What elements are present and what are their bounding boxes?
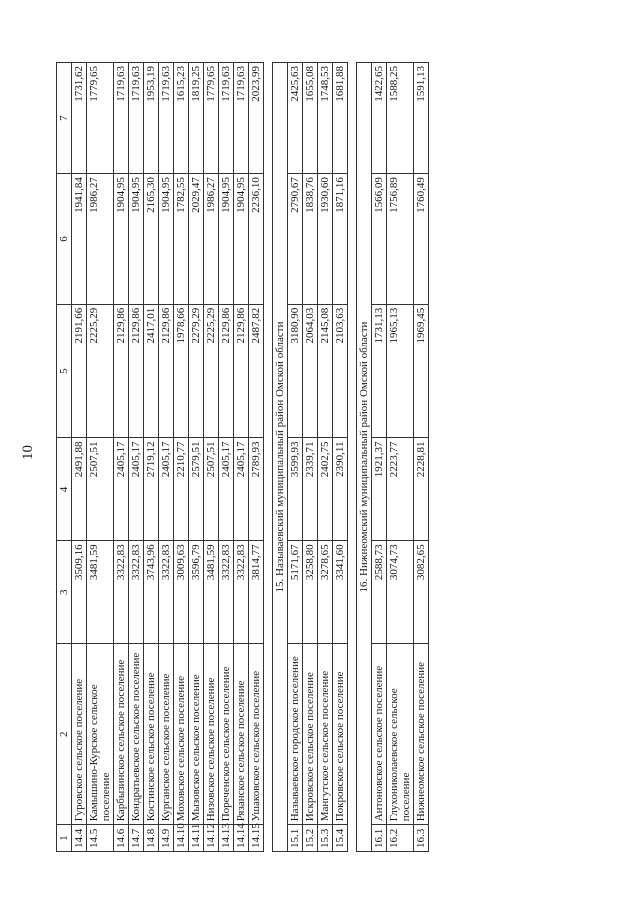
value-cell: 2405,17 [234, 438, 249, 541]
settlement-name: Ушаковское сельское поселение [249, 644, 264, 825]
value-cell: 3082,65 [414, 541, 429, 644]
settlement-name: Покровское сельское поселение [333, 644, 348, 825]
value-cell: 2129,86 [219, 304, 234, 438]
value-cell: 3322,83 [129, 541, 144, 644]
value-cell: 1871,16 [333, 174, 348, 305]
value-cell: 5171,67 [288, 541, 303, 644]
value-cell: 1978,66 [174, 304, 189, 438]
spacer-row [348, 63, 357, 852]
value-cell: 1719,63 [114, 63, 129, 174]
value-cell: 2129,86 [159, 304, 174, 438]
value-cell: 3322,83 [159, 541, 174, 644]
value-cell: 1904,95 [129, 174, 144, 305]
settlement-name: Кондратьевское сельское поселение [129, 644, 144, 825]
value-cell: 1965,13 [387, 304, 414, 438]
value-cell: 2507,51 [204, 438, 219, 541]
value-cell: 2789,93 [249, 438, 264, 541]
value-cell: 1731,62 [72, 63, 87, 174]
value-cell: 1566,09 [372, 174, 387, 305]
value-cell: 2064,03 [303, 304, 318, 438]
section-row [357, 63, 372, 852]
header-row [57, 63, 72, 852]
row-index: 14.7 [129, 825, 144, 852]
value-cell: 2225,29 [87, 304, 114, 438]
value-cell: 3481,59 [204, 541, 219, 644]
value-cell: 2023,99 [249, 63, 264, 174]
table-row [114, 63, 129, 852]
table-row [414, 63, 429, 852]
table-body [57, 63, 429, 852]
row-index: 14.15 [249, 825, 264, 852]
section-row [273, 63, 288, 852]
value-cell: 2210,77 [174, 438, 189, 541]
table-row [303, 63, 318, 852]
row-index: 14.9 [159, 825, 174, 852]
value-cell: 1921,37 [372, 438, 387, 541]
settlement-name: Карбызинское сельское поселение [114, 644, 129, 825]
value-cell: 1986,27 [204, 174, 219, 305]
value-cell: 2223,77 [387, 438, 414, 541]
header-cell: 3 [57, 541, 72, 644]
value-cell: 1655,08 [303, 63, 318, 174]
value-cell: 3009,63 [174, 541, 189, 644]
value-cell: 1904,95 [159, 174, 174, 305]
row-index: 15.1 [288, 825, 303, 852]
row-index: 15.3 [318, 825, 333, 852]
value-cell: 1779,65 [204, 63, 219, 174]
value-cell: 3322,83 [219, 541, 234, 644]
value-cell: 3278,65 [318, 541, 333, 644]
spacer-cell [348, 63, 357, 852]
settlement-name: Мангутское сельское поселение [318, 644, 333, 825]
value-cell: 2225,29 [204, 304, 219, 438]
value-cell: 1760,49 [414, 174, 429, 305]
table-row [87, 63, 114, 852]
value-cell: 1904,95 [219, 174, 234, 305]
value-cell: 2129,86 [129, 304, 144, 438]
value-cell: 3509,16 [72, 541, 87, 644]
row-index: 16.1 [372, 825, 387, 852]
settlement-name: Антоновское сельское поселение [372, 644, 387, 825]
value-cell: 1941,84 [72, 174, 87, 305]
value-cell: 2790,67 [288, 174, 303, 305]
table-row [333, 63, 348, 852]
value-cell: 3258,80 [303, 541, 318, 644]
settlement-name: Называевское городское поселение [288, 644, 303, 825]
value-cell: 1819,25 [189, 63, 204, 174]
value-cell: 1756,89 [387, 174, 414, 305]
value-cell: 3599,93 [288, 438, 303, 541]
settlement-name: Искровское сельское поселение [303, 644, 318, 825]
value-cell: 2129,86 [114, 304, 129, 438]
value-cell: 2425,63 [288, 63, 303, 174]
settlement-name: Пореченское сельское поселение [219, 644, 234, 825]
value-cell: 1681,88 [333, 63, 348, 174]
row-index: 14.8 [144, 825, 159, 852]
table-row [189, 63, 204, 852]
value-cell: 1719,63 [219, 63, 234, 174]
value-cell: 1904,95 [234, 174, 249, 305]
value-cell: 2165,30 [144, 174, 159, 305]
value-cell: 3322,83 [234, 541, 249, 644]
value-cell: 2405,17 [129, 438, 144, 541]
value-cell: 2339,71 [303, 438, 318, 541]
spacer-cell [264, 63, 273, 852]
table-row [72, 63, 87, 852]
value-cell: 2402,75 [318, 438, 333, 541]
value-cell: 2491,88 [72, 438, 87, 541]
value-cell: 3180,90 [288, 304, 303, 438]
settlement-name: Мызовское сельское поселение [189, 644, 204, 825]
table-row [204, 63, 219, 852]
value-cell: 3743,96 [144, 541, 159, 644]
row-index: 16.2 [387, 825, 414, 852]
table-row [129, 63, 144, 852]
spacer-row [264, 63, 273, 852]
settlement-name: Глухониколаевское сельское поселение [387, 644, 414, 825]
value-cell: 3481,59 [87, 541, 114, 644]
value-cell: 2191,66 [72, 304, 87, 438]
table-row [249, 63, 264, 852]
header-cell: 5 [57, 304, 72, 438]
header-cell: 2 [57, 644, 72, 825]
value-cell: 2129,86 [234, 304, 249, 438]
row-index: 14.12 [204, 825, 219, 852]
value-cell: 2103,63 [333, 304, 348, 438]
value-cell: 3596,79 [189, 541, 204, 644]
value-cell: 2279,29 [189, 304, 204, 438]
settlement-name: Гуровское сельское поселение [72, 644, 87, 825]
table-row [174, 63, 189, 852]
row-index: 14.14 [234, 825, 249, 852]
value-cell: 2588,73 [372, 541, 387, 644]
value-cell: 1588,25 [387, 63, 414, 174]
value-cell: 1986,27 [87, 174, 114, 305]
row-index: 16.3 [414, 825, 429, 852]
row-index: 15.2 [303, 825, 318, 852]
row-index: 14.4 [72, 825, 87, 852]
value-cell: 2579,51 [189, 438, 204, 541]
settlement-name: Камышино-Курское сельское поселение [87, 644, 114, 825]
table-row [159, 63, 174, 852]
value-cell: 3322,83 [114, 541, 129, 644]
settlement-name: Рязанское сельское поселение [234, 644, 249, 825]
table-row [318, 63, 333, 852]
value-cell: 1969,45 [414, 304, 429, 438]
header-cell: 6 [57, 174, 72, 305]
settlement-name: Курганское сельское поселение [159, 644, 174, 825]
value-cell: 2145,08 [318, 304, 333, 438]
value-cell: 1422,65 [372, 63, 387, 174]
value-cell: 1731,13 [372, 304, 387, 438]
settlement-name: Нижнеомское сельское поселение [414, 644, 429, 825]
value-cell: 2719,12 [144, 438, 159, 541]
table-row [288, 63, 303, 852]
settlement-name: Низовское сельское поселение [204, 644, 219, 825]
tariff-table [56, 62, 429, 852]
value-cell: 1719,63 [159, 63, 174, 174]
value-cell: 2228,81 [414, 438, 429, 541]
value-cell: 2487,82 [249, 304, 264, 438]
value-cell: 2405,17 [114, 438, 129, 541]
table-row [219, 63, 234, 852]
value-cell: 3074,73 [387, 541, 414, 644]
value-cell: 3341,60 [333, 541, 348, 644]
settlement-name: Моховское сельское поселение [174, 644, 189, 825]
value-cell: 1748,53 [318, 63, 333, 174]
value-cell: 1930,60 [318, 174, 333, 305]
table-row [387, 63, 414, 852]
table-row [234, 63, 249, 852]
value-cell: 1904,95 [114, 174, 129, 305]
value-cell: 2507,51 [87, 438, 114, 541]
page-number: 10 [20, 445, 36, 460]
value-cell: 1615,23 [174, 63, 189, 174]
header-cell: 1 [57, 825, 72, 852]
row-index: 14.13 [219, 825, 234, 852]
value-cell: 2390,11 [333, 438, 348, 541]
row-index: 14.10 [174, 825, 189, 852]
row-index: 15.4 [333, 825, 348, 852]
row-index: 14.5 [87, 825, 114, 852]
table-row [372, 63, 387, 852]
value-cell: 2405,17 [159, 438, 174, 541]
settlement-name: Костинское сельское поселение [144, 644, 159, 825]
value-cell: 1838,76 [303, 174, 318, 305]
header-cell: 4 [57, 438, 72, 541]
value-cell: 2417,01 [144, 304, 159, 438]
value-cell: 1782,55 [174, 174, 189, 305]
row-index: 14.6 [114, 825, 129, 852]
table-row [144, 63, 159, 852]
value-cell: 2029,47 [189, 174, 204, 305]
value-cell: 1719,63 [234, 63, 249, 174]
value-cell: 1779,65 [87, 63, 114, 174]
section-title: 15. Называевский муниципальный район Омской области [273, 63, 288, 852]
header-cell: 7 [57, 63, 72, 174]
value-cell: 1719,63 [129, 63, 144, 174]
value-cell: 2236,10 [249, 174, 264, 305]
row-index: 14.11 [189, 825, 204, 852]
value-cell: 1591,13 [414, 63, 429, 174]
value-cell: 1953,19 [144, 63, 159, 174]
value-cell: 2405,17 [219, 438, 234, 541]
section-title: 16. Нижнеомский муниципальный район Омской области [357, 63, 372, 852]
value-cell: 3814,77 [249, 541, 264, 644]
